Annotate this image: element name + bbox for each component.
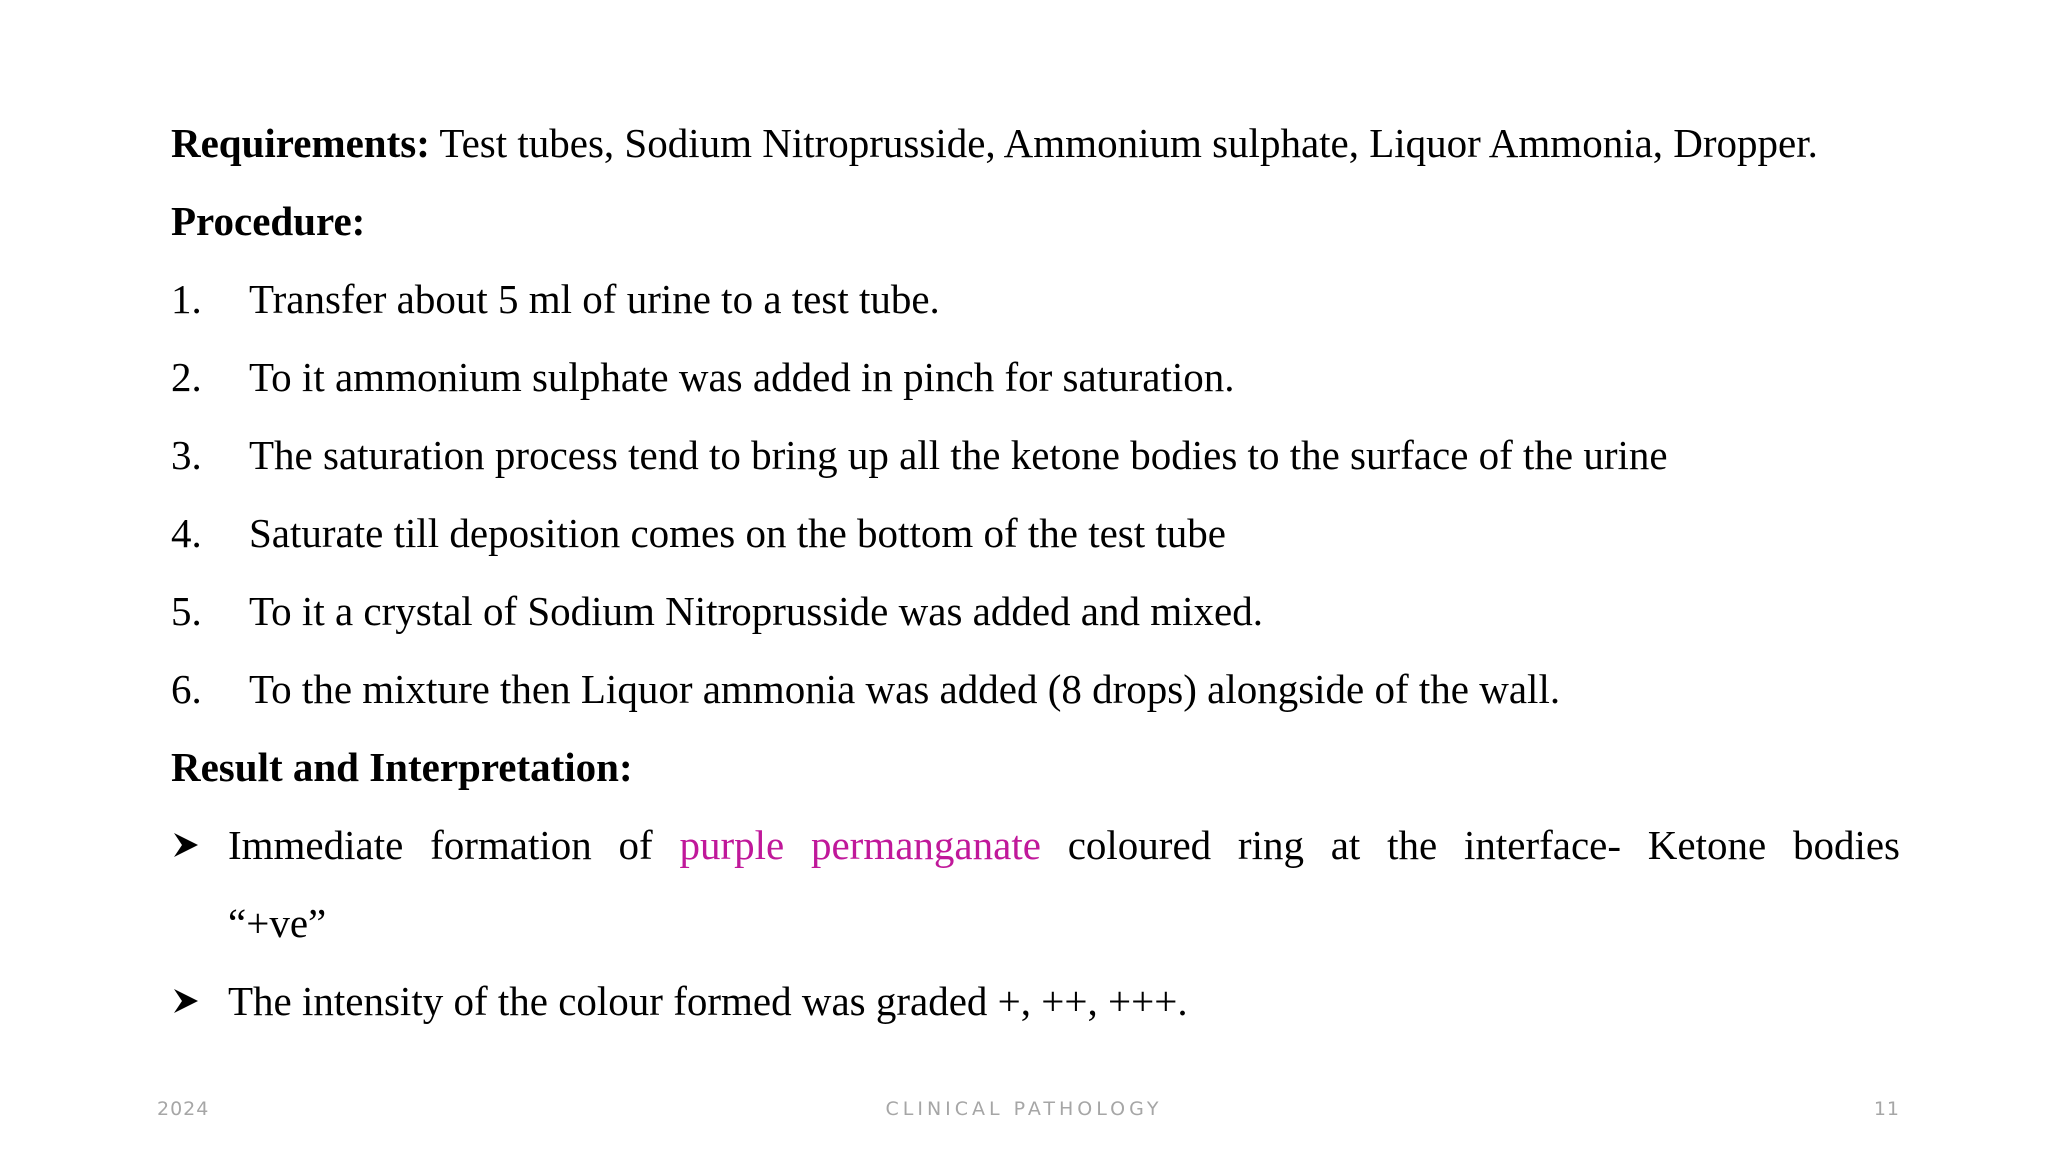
bullet-text: The intensity of the colour formed was graded +, ++, +++. xyxy=(228,978,1188,1024)
step-number: 5. xyxy=(171,588,202,634)
requirements-label: Requirements: xyxy=(171,120,430,166)
step-number: 6. xyxy=(171,666,202,712)
bullet-first-line xyxy=(228,806,1900,884)
requirements-line xyxy=(171,104,1900,182)
arrowhead-bullet-icon xyxy=(171,962,205,1040)
procedure-step xyxy=(171,416,1900,494)
purple-permanganate-text: purple permanganate xyxy=(679,822,1041,868)
requirements-text: Test tubes, Sodium Nitroprusside, Ammonium sulphate, Liquor Ammonia, Dropper. xyxy=(429,120,1818,166)
step-number: 4. xyxy=(171,510,202,556)
procedure-step xyxy=(171,650,1900,728)
procedure-step xyxy=(171,338,1900,416)
result-bullet xyxy=(171,962,1900,1040)
procedure-step xyxy=(171,494,1900,572)
step-text: The saturation process tend to bring up all the ketone bodies to the surface of the urine xyxy=(249,432,1668,478)
footer-year: 2024 xyxy=(157,1098,210,1120)
procedure-step xyxy=(171,260,1900,338)
bullet-continuation: “+ve” xyxy=(228,900,327,946)
bullet-text-start: Immediate formation of xyxy=(228,822,680,868)
procedure-step xyxy=(171,572,1900,650)
footer-title: CLINICAL PATHOLOGY xyxy=(885,1098,1163,1120)
slide-content xyxy=(171,104,1900,1040)
result-bullet xyxy=(171,806,1900,962)
step-number: 3. xyxy=(171,432,202,478)
step-number: 1. xyxy=(171,276,202,322)
step-number: 2. xyxy=(171,354,202,400)
step-text: Saturate till deposition comes on the bottom of the test tube xyxy=(249,510,1226,556)
result-heading: Result and Interpretation: xyxy=(171,744,633,790)
step-text: To it ammonium sulphate was added in pinch for saturation. xyxy=(249,354,1235,400)
procedure-heading: Procedure: xyxy=(171,198,366,244)
step-text: Transfer about 5 ml of urine to a test tube. xyxy=(249,276,940,322)
footer-page-number: 11 xyxy=(1873,1098,1900,1120)
step-text: To it a crystal of Sodium Nitroprusside was added and mixed. xyxy=(249,588,1263,634)
step-text: To the mixture then Liquor ammonia was added (8 drops) alongside of the wall. xyxy=(249,666,1561,712)
bullet-text-end: coloured ring at the interface- Ketone bodies xyxy=(1040,822,1900,868)
arrowhead-bullet-icon xyxy=(171,806,205,884)
